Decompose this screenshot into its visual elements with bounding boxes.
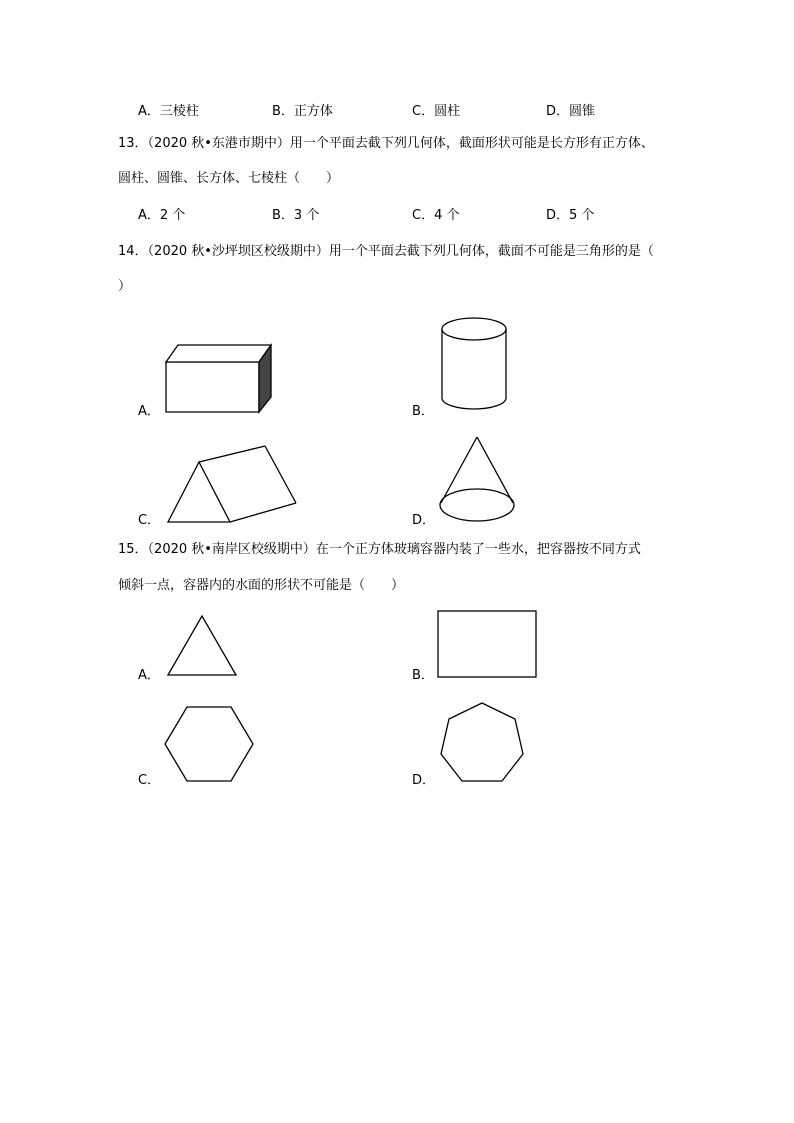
- q14-option-a: A．: [138, 404, 160, 419]
- q14-stem-line2: ）: [118, 279, 132, 294]
- q13-option-d: D．5 个: [546, 208, 595, 223]
- q15-option-c: C．: [138, 773, 161, 788]
- q13-option-c: C．4 个: [412, 208, 460, 223]
- q13-option-a: A．2 个: [138, 208, 186, 223]
- q14-option-b: B．: [412, 404, 434, 419]
- q12-option-a: A．三棱柱: [138, 104, 199, 119]
- triangular-prism-figure: [162, 440, 302, 526]
- q15-option-a: A．: [138, 668, 160, 683]
- q15-option-b: B．: [412, 668, 434, 683]
- rectangular-prism-figure: [160, 340, 276, 416]
- cylinder-figure: [436, 314, 512, 414]
- q12-option-c: C．圆柱: [412, 104, 461, 119]
- q15-stem-line1: 15．（2020 秋•南岸区校级期中）在一个正方体玻璃容器内装了一些水，把容器按不同方式: [118, 542, 641, 557]
- q14-option-d: D．: [412, 513, 436, 528]
- rectangle-figure: [435, 608, 539, 680]
- cone-figure: [436, 432, 520, 526]
- q12-option-d: D．圆锥: [546, 104, 596, 119]
- q15-option-d: D．: [412, 773, 436, 788]
- q12-option-b: B．正方体: [272, 104, 333, 119]
- q13-stem-line2: 圆柱、圆锥、长方体、七棱柱（ ）: [118, 171, 340, 186]
- q14-option-c: C．: [138, 513, 161, 528]
- hexagon-figure: [163, 704, 255, 784]
- heptagon-figure: [436, 700, 528, 784]
- triangle-figure: [164, 612, 240, 678]
- q15-stem-line2: 倾斜一点，容器内的水面的形状不可能是（ ）: [118, 578, 405, 593]
- q13-option-b: B．3 个: [272, 208, 320, 223]
- q14-stem-line1: 14．（2020 秋•沙坪坝区校级期中）用一个平面去截下列几何体，截面不可能是三角形的是（: [118, 244, 654, 259]
- q13-stem-line1: 13．（2020 秋•东港市期中）用一个平面去截下列几何体，截面形状可能是长方形有正方体、: [118, 136, 654, 151]
